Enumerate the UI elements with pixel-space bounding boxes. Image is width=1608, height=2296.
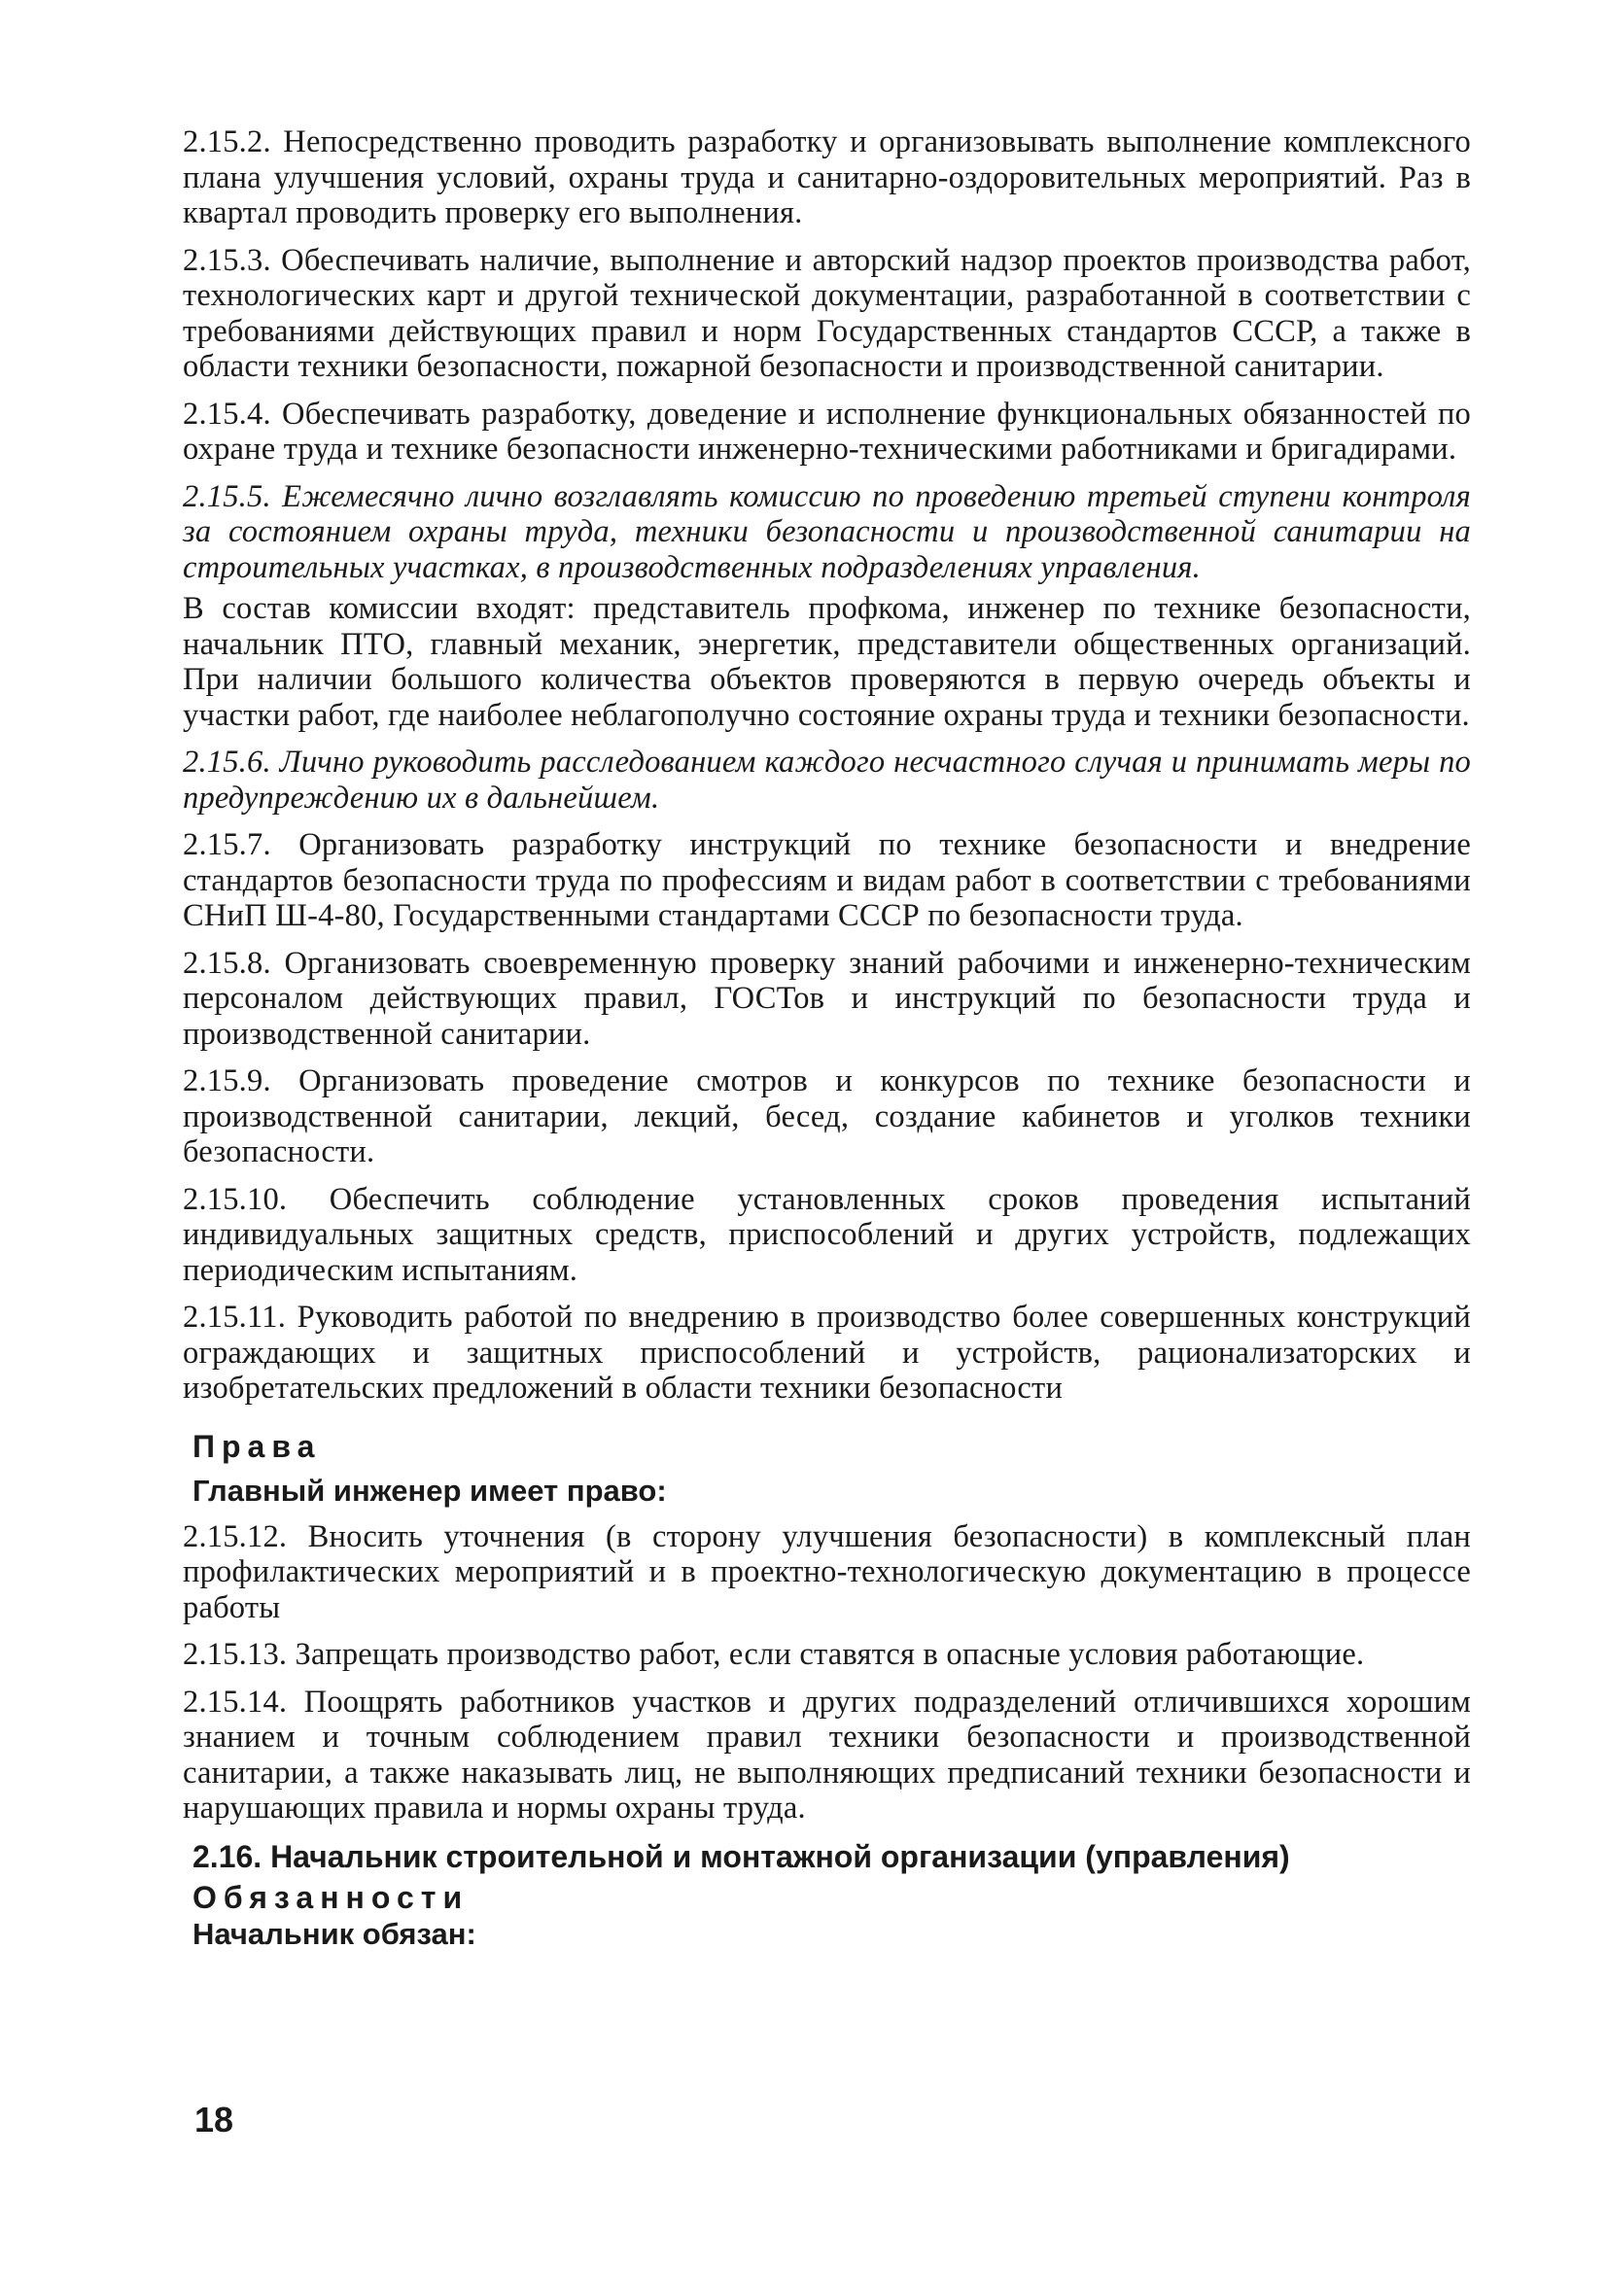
paragraph-2-15-11: 2.15.11. Руководить работой по внедрению в производство более совершенных конструкций ограждающих и защитных приспособлений и устройств, рационализаторских и изобретательских предложений в области техники безопасности: [183, 1300, 1471, 1406]
rights-heading: Права: [192, 1428, 322, 1464]
page-number: 18: [194, 2100, 234, 2139]
rights-subheading: Главный инженер имеет право:: [192, 1473, 667, 1508]
paragraph-2-15-3: 2.15.3. Обеспечивать наличие, выполнение и авторский надзор проектов производства работ, технологических карт и другой технической документации, разработанной в соответствии с требованиями действующих правил и норм Государственных стандартов СССР, а также в области техники безопасности, пожарной безопасности и производственной санитарии.: [183, 242, 1471, 384]
paragraph-2-15-8: 2.15.8. Организовать своевременную проверку знаний рабочими и инженерно-техническим персоналом действующих правил, ГОСТов и инструкций по безопасности труда и производственной санитарии.: [183, 945, 1471, 1052]
paragraph-2-15-9: 2.15.9. Организовать проведение смотров и конкурсов по технике безопасности и производственной санитарии, лекций, бесед, создание кабинетов и уголков техники безопасности.: [183, 1063, 1471, 1169]
paragraph-2-15-12: 2.15.12. Вносить уточнения (в сторону улучшения безопасности) в комплексный план профилактических мероприятий и в проектно-технологическую документацию в процессе работы: [183, 1518, 1471, 1625]
paragraph-2-15-10: 2.15.10. Обеспечить соблюдение установленных сроков проведения испытаний индивидуальных защитных средств, приспособлений и других устройств, подлежащих периодическим испытаниям.: [183, 1181, 1471, 1288]
document-page: [183, 124, 1471, 1963]
paragraph-2-15-4: 2.15.4. Обеспечивать разработку, доведение и исполнение функциональных обязанностей по охране труда и технике безопасности инженерно-техническими работниками и бригадирами.: [183, 396, 1471, 467]
duties-subheading: Начальник обязан:: [192, 1916, 476, 1951]
paragraph-2-15-13: 2.15.13. Запрещать производство работ, если ставятся в опасные условия работающие.: [183, 1637, 1365, 1672]
paragraph-2-15-6: 2.15.6. Лично руководить расследованием каждого несчастного случая и принимать меры по предупреждению их в дальнейшем.: [183, 745, 1471, 816]
paragraph-commission-composition: В состав комиссии входят: представитель профкома, инженер по технике безопасности, начальник ПТО, главный механик, энергетик, представители общественных организаций. При наличии большого количества объектов проверяются в первую очередь объекты и участки работ, где наиболее неблагополучно состояние охраны труда и техники безопасности.: [183, 591, 1471, 733]
paragraph-2-15-5: 2.15.5. Ежемесячно лично возглавлять комиссию по проведению третьей ступени контроля за состоянием охраны труда, техники безопасности и производственной санитарии на строительных участках, в производственных подразделениях управления.: [183, 478, 1471, 585]
paragraph-2-15-14: 2.15.14. Поощрять работников участков и других подразделений отличившихся хорошим знанием и точным соблюдением правил техники безопасности и производственной санитарии, а также наказывать лиц, не выполняющих предписаний техники безопасности и нарушающих правила и нормы охраны труда.: [183, 1684, 1471, 1826]
paragraph-2-15-2: 2.15.2. Непосредственно проводить разработку и организовывать выполнение комплексного плана улучшения условий, охраны труда и санитарно-оздоровительных мероприятий. Раз в квартал проводить проверку его выполнения.: [183, 124, 1471, 230]
paragraph-2-15-7: 2.15.7. Организовать разработку инструкций по технике безопасности и внедрение стандартов безопасности труда по профессиям и видам работ в соответствии с требованиями СНиП Ш-4-80, Государственными стандартами СССР по безопасности труда.: [183, 827, 1471, 933]
duties-heading: Обязанности: [192, 1879, 470, 1915]
section-title-2-16: 2.16. Начальник строительной и монтажной организации (управления): [192, 1838, 1290, 1874]
